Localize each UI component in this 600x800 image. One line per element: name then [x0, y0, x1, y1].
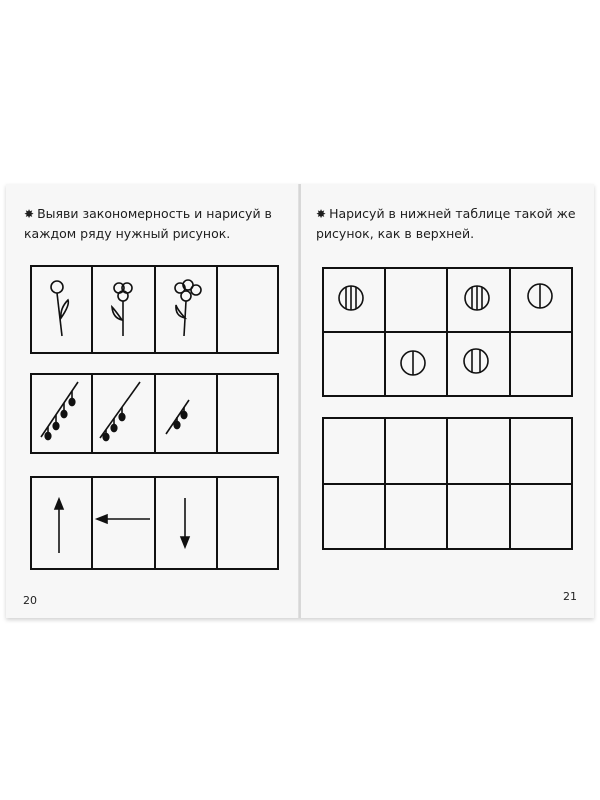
- row-arrows: [31, 477, 278, 569]
- grid-cell: [385, 332, 447, 396]
- branch-4-berries-icon: [41, 382, 78, 440]
- empty-answer-cell[interactable]: [510, 484, 572, 549]
- star-bullet-icon: ✸: [24, 207, 35, 221]
- grid-cell: [323, 332, 385, 396]
- page-number-right: 21: [563, 590, 577, 603]
- star-bullet-icon: ✸: [316, 207, 327, 221]
- left-instruction-text: Выяви закономерность и нарисуй в каждом ряду нужный рисунок.: [24, 206, 272, 241]
- grid-cell: [447, 268, 510, 332]
- circle-1-line-icon: [528, 284, 552, 308]
- right-instruction-text: Нарисуй в нижней таблице такой же рисунок, как в верхней.: [316, 206, 576, 241]
- circle-1-line-icon: [401, 351, 425, 375]
- empty-answer-cell[interactable]: [323, 484, 385, 549]
- row-flowers: [31, 266, 278, 353]
- flower-4-petal-icon: [175, 280, 201, 336]
- flower-3-petal-icon: [112, 283, 132, 336]
- arrow-down-icon: [181, 498, 189, 547]
- circle-2-lines-icon: [464, 349, 488, 373]
- grid-cell: [510, 332, 572, 396]
- right-grids: [323, 268, 572, 549]
- empty-answer-cell[interactable]: [447, 484, 510, 549]
- arrow-left-icon: [97, 515, 150, 523]
- empty-answer-cell[interactable]: [217, 266, 278, 353]
- empty-answer-cell[interactable]: [447, 418, 510, 484]
- grid-cell: [92, 477, 155, 569]
- page-number-left: 20: [23, 594, 37, 607]
- circle-3-lines-icon: [339, 286, 363, 310]
- top-table: [323, 268, 572, 396]
- empty-answer-cell[interactable]: [323, 418, 385, 484]
- flower-1-petal-icon: [51, 281, 68, 336]
- branch-2-berries-icon: [166, 400, 189, 434]
- grid-cell: [31, 477, 92, 569]
- row-branches: [31, 374, 278, 453]
- grid-cell: [323, 268, 385, 332]
- branch-3-berries-icon: [100, 382, 140, 441]
- left-grids: [31, 266, 278, 569]
- grid-cell: [510, 268, 572, 332]
- empty-answer-cell[interactable]: [510, 418, 572, 484]
- empty-answer-cell[interactable]: [385, 418, 447, 484]
- circle-3-lines-icon: [465, 286, 489, 310]
- empty-answer-cell[interactable]: [385, 484, 447, 549]
- arrow-up-icon: [55, 499, 63, 553]
- grid-cell: [447, 332, 510, 396]
- empty-answer-cell[interactable]: [217, 477, 278, 569]
- grid-cell: [385, 268, 447, 332]
- bottom-table: [323, 418, 572, 549]
- empty-answer-cell[interactable]: [217, 374, 278, 453]
- grid-cell: [155, 477, 217, 569]
